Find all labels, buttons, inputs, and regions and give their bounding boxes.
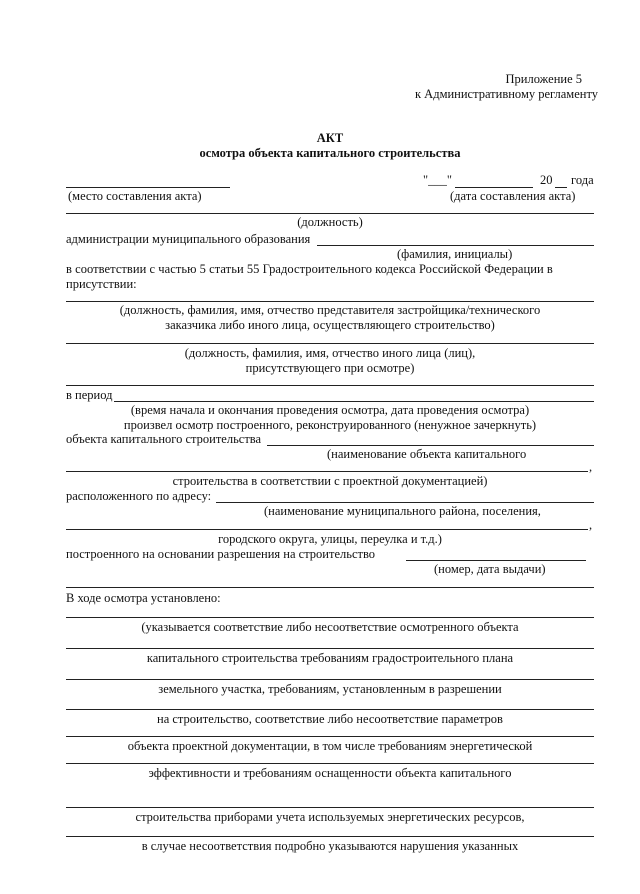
findings-line[interactable] (66, 736, 594, 737)
findings-line[interactable] (66, 648, 594, 649)
findings-line[interactable] (66, 807, 594, 808)
findings-caption: земельного участка, требованиям, установленным в разрешении (158, 682, 502, 696)
object-label: объекта капитального строительства (66, 432, 262, 446)
date-day: "___" (423, 173, 452, 187)
appendix-number: Приложение 5 (505, 72, 582, 86)
findings-caption: объекта проектной документации, в том числе требованиям энергетической (127, 739, 533, 753)
address-line-2[interactable] (66, 529, 588, 530)
place-caption: (место составления акта) (68, 189, 202, 203)
position-line[interactable] (66, 213, 594, 214)
findings-caption: (указывается соответствие либо несоответствие осмотренного объекта (141, 620, 519, 634)
address-label: расположенного по адресу: (66, 489, 212, 503)
permit-caption: (номер, дата выдачи) (434, 562, 546, 576)
permit-line[interactable] (406, 560, 586, 561)
findings-caption: в случае несоответствия подробно указываются нарушения указанных (141, 839, 519, 853)
address-line[interactable] (216, 502, 594, 503)
period-line[interactable] (114, 401, 594, 402)
other-persons-line[interactable] (66, 343, 594, 344)
findings-line[interactable] (66, 679, 594, 680)
findings-line[interactable] (66, 709, 594, 710)
permit-label: построенного на основании разрешения на строительство (66, 547, 376, 561)
object-line-2[interactable] (66, 471, 588, 472)
developer-line[interactable] (66, 301, 594, 302)
permit-line-2[interactable] (66, 587, 594, 588)
findings-line[interactable] (66, 763, 594, 764)
date-year-prefix: 20 (540, 173, 553, 187)
developer-caption-1: (должность, фамилия, имя, отчество представителя застройщика/технического (119, 303, 541, 317)
address-caption-2: городского округа, улицы, переулка и т.д.) (218, 532, 442, 546)
address-caption-1: (наименование муниципального района, поселения, (264, 504, 541, 518)
findings-line[interactable] (66, 617, 594, 618)
developer-caption-2: заказчика либо иного лица, осуществляющего строительство) (165, 318, 495, 332)
findings-caption: капитального строительства требованиям градостроительного плана (146, 651, 514, 665)
date-year-line[interactable] (555, 187, 567, 188)
object-comma: , (589, 460, 593, 474)
findings-line[interactable] (66, 836, 594, 837)
period-label: в период (66, 388, 113, 402)
accordance-line-1: в соответствии с частью 5 статьи 55 Градостроительного кодекса Российской Федерации в (66, 262, 553, 276)
findings-caption: на строительство, соответствие либо несоответствие параметров (157, 712, 503, 726)
period-caption: (время начала и окончания проведения осмотра, дата проведения осмотра) (130, 403, 530, 417)
other-caption-2: присутствующего при осмотре) (245, 361, 415, 375)
other-caption-1: (должность, фамилия, имя, отчество иного лица (лиц), (184, 346, 476, 360)
findings-label: В ходе осмотра установлено: (66, 591, 221, 605)
act-title: АКТ (316, 131, 344, 145)
object-caption-1: (наименование объекта капитального (327, 447, 527, 461)
position-caption: (должность) (297, 215, 363, 229)
inspection-line: произвел осмотр построенного, реконструированного (ненужное зачеркнуть) (123, 418, 537, 432)
date-year-suffix: года (571, 173, 594, 187)
findings-caption: строительства приборами учета используемых энергетических ресурсов, (135, 810, 525, 824)
object-caption-2: строительства в соответствии с проектной документацией) (172, 474, 488, 488)
accordance-line-2: присутствии: (66, 277, 137, 291)
appendix-reference: к Административному регламенту (414, 87, 598, 101)
admin-label: администрации муниципального образования (66, 232, 311, 246)
date-caption: (дата составления акта) (450, 189, 576, 203)
object-line[interactable] (267, 445, 594, 446)
name-line[interactable] (317, 245, 594, 246)
place-line[interactable] (66, 187, 230, 188)
address-comma: , (589, 518, 593, 532)
findings-caption: эффективности и требованиям оснащенности объекта капитального (148, 766, 512, 780)
act-subtitle: осмотра объекта капитального строительства (199, 146, 461, 160)
date-month-line[interactable] (455, 187, 533, 188)
name-caption: (фамилия, инициалы) (397, 247, 513, 261)
period-line-blank[interactable] (66, 385, 594, 386)
